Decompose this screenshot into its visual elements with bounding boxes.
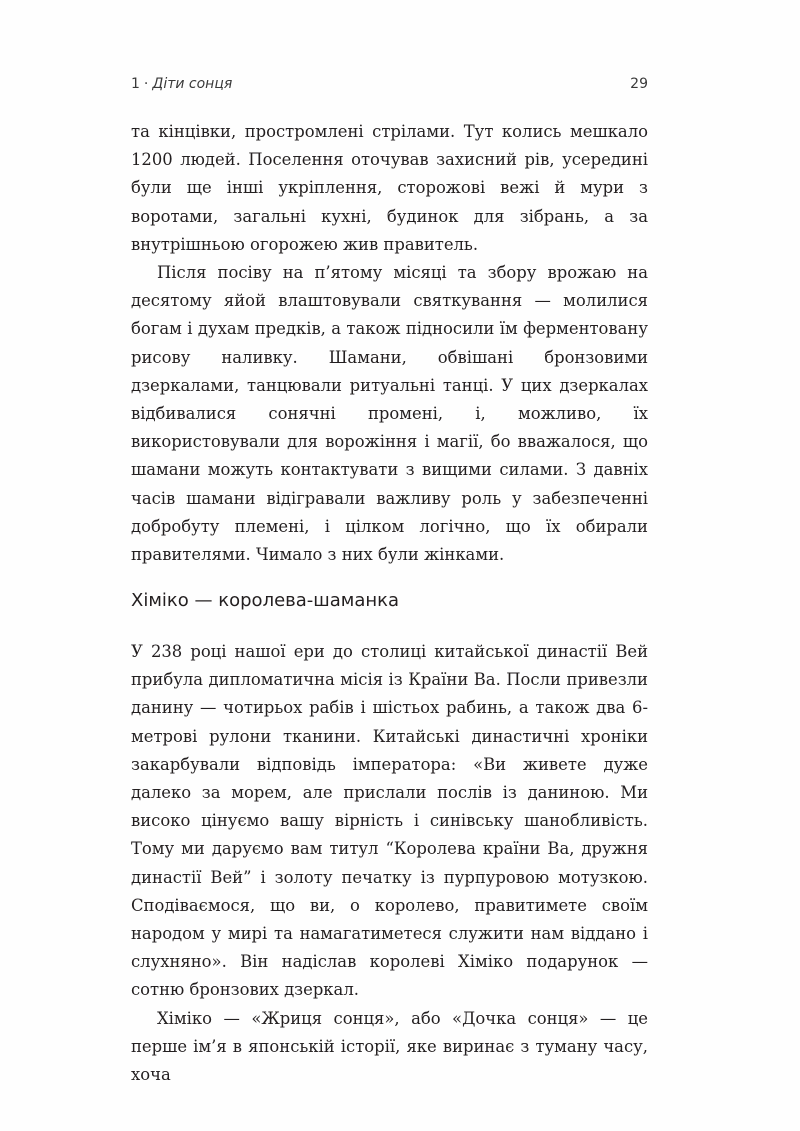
chapter-separator: · <box>143 76 149 92</box>
chapter-number: 1 <box>131 76 140 92</box>
paragraph: Після посіву на п’ятому місяці та збору врожаю на десятому яйой влаштовували святкування — молилися богам і духам предків, а також підносили їм ферментовану рисову наливку. Шамани, обвішані бронзовими дзеркалами, танцювали ритуальні танці. У цих дзеркалах відбивалися сонячні промені, і, можливо, їх використовували для ворожіння і магії, бо вважалося, що шамани можуть контактувати з вищими силами. З давніх часів шамани відігравали важливу роль у забезпеченні добробуту племені, і цілком логічно, що їх обирали правителями. Чимало з них були жінками. <box>131 263 648 565</box>
page-number: 29 <box>630 76 648 92</box>
running-head <box>131 76 648 98</box>
chapter-title: Діти сонця <box>152 76 233 92</box>
section-heading: Хіміко — королева-шаманка <box>131 590 400 611</box>
body-text-bottom <box>131 638 648 1089</box>
body-text-top <box>131 118 648 569</box>
paragraph-first: У 238 році нашої ери до столиці китайської династії Вей прибула дипломатична місія із Країни Ва. Посли привезли данину — чотирьох рабів і шістьох рабинь, а також два 6-метрові рулони тканини. Китайські династичні хроніки закарбували відповідь імператора: «Ви живете дуже далеко за морем, але прислали послів із даниною. Ми високо цінуємо вашу вірність і синівську шанобливість. Тому ми даруємо вам титул “Королева країни Ва, дружня династії Вей” і золоту печатку із пурпуровою мотузкою. Сподіваємося, що ви, о королево, правитимете своїм народом у мирі та намагатиметеся служити нам віддано і слухняно». Він надіслав королеві Хіміко подарунок — сотню бронзових дзеркал. <box>131 642 648 1000</box>
paragraph: Хіміко — «Жриця сонця», або «Дочка сонця» — це перше ім’я в японській історії, яке виринає з туману часу, хоча <box>131 1008 648 1085</box>
paragraph-continued: та кінцівки, простромлені стрілами. Тут колись мешкало 1200 людей. Поселення оточував захисний рів, усередині були ще інші укріплення, сторожові вежі й мури з воротами, загальні кухні, будинок для зібрань, а за внутрішньою огорожею жив правитель. <box>131 122 648 254</box>
chapter-label <box>131 76 232 92</box>
